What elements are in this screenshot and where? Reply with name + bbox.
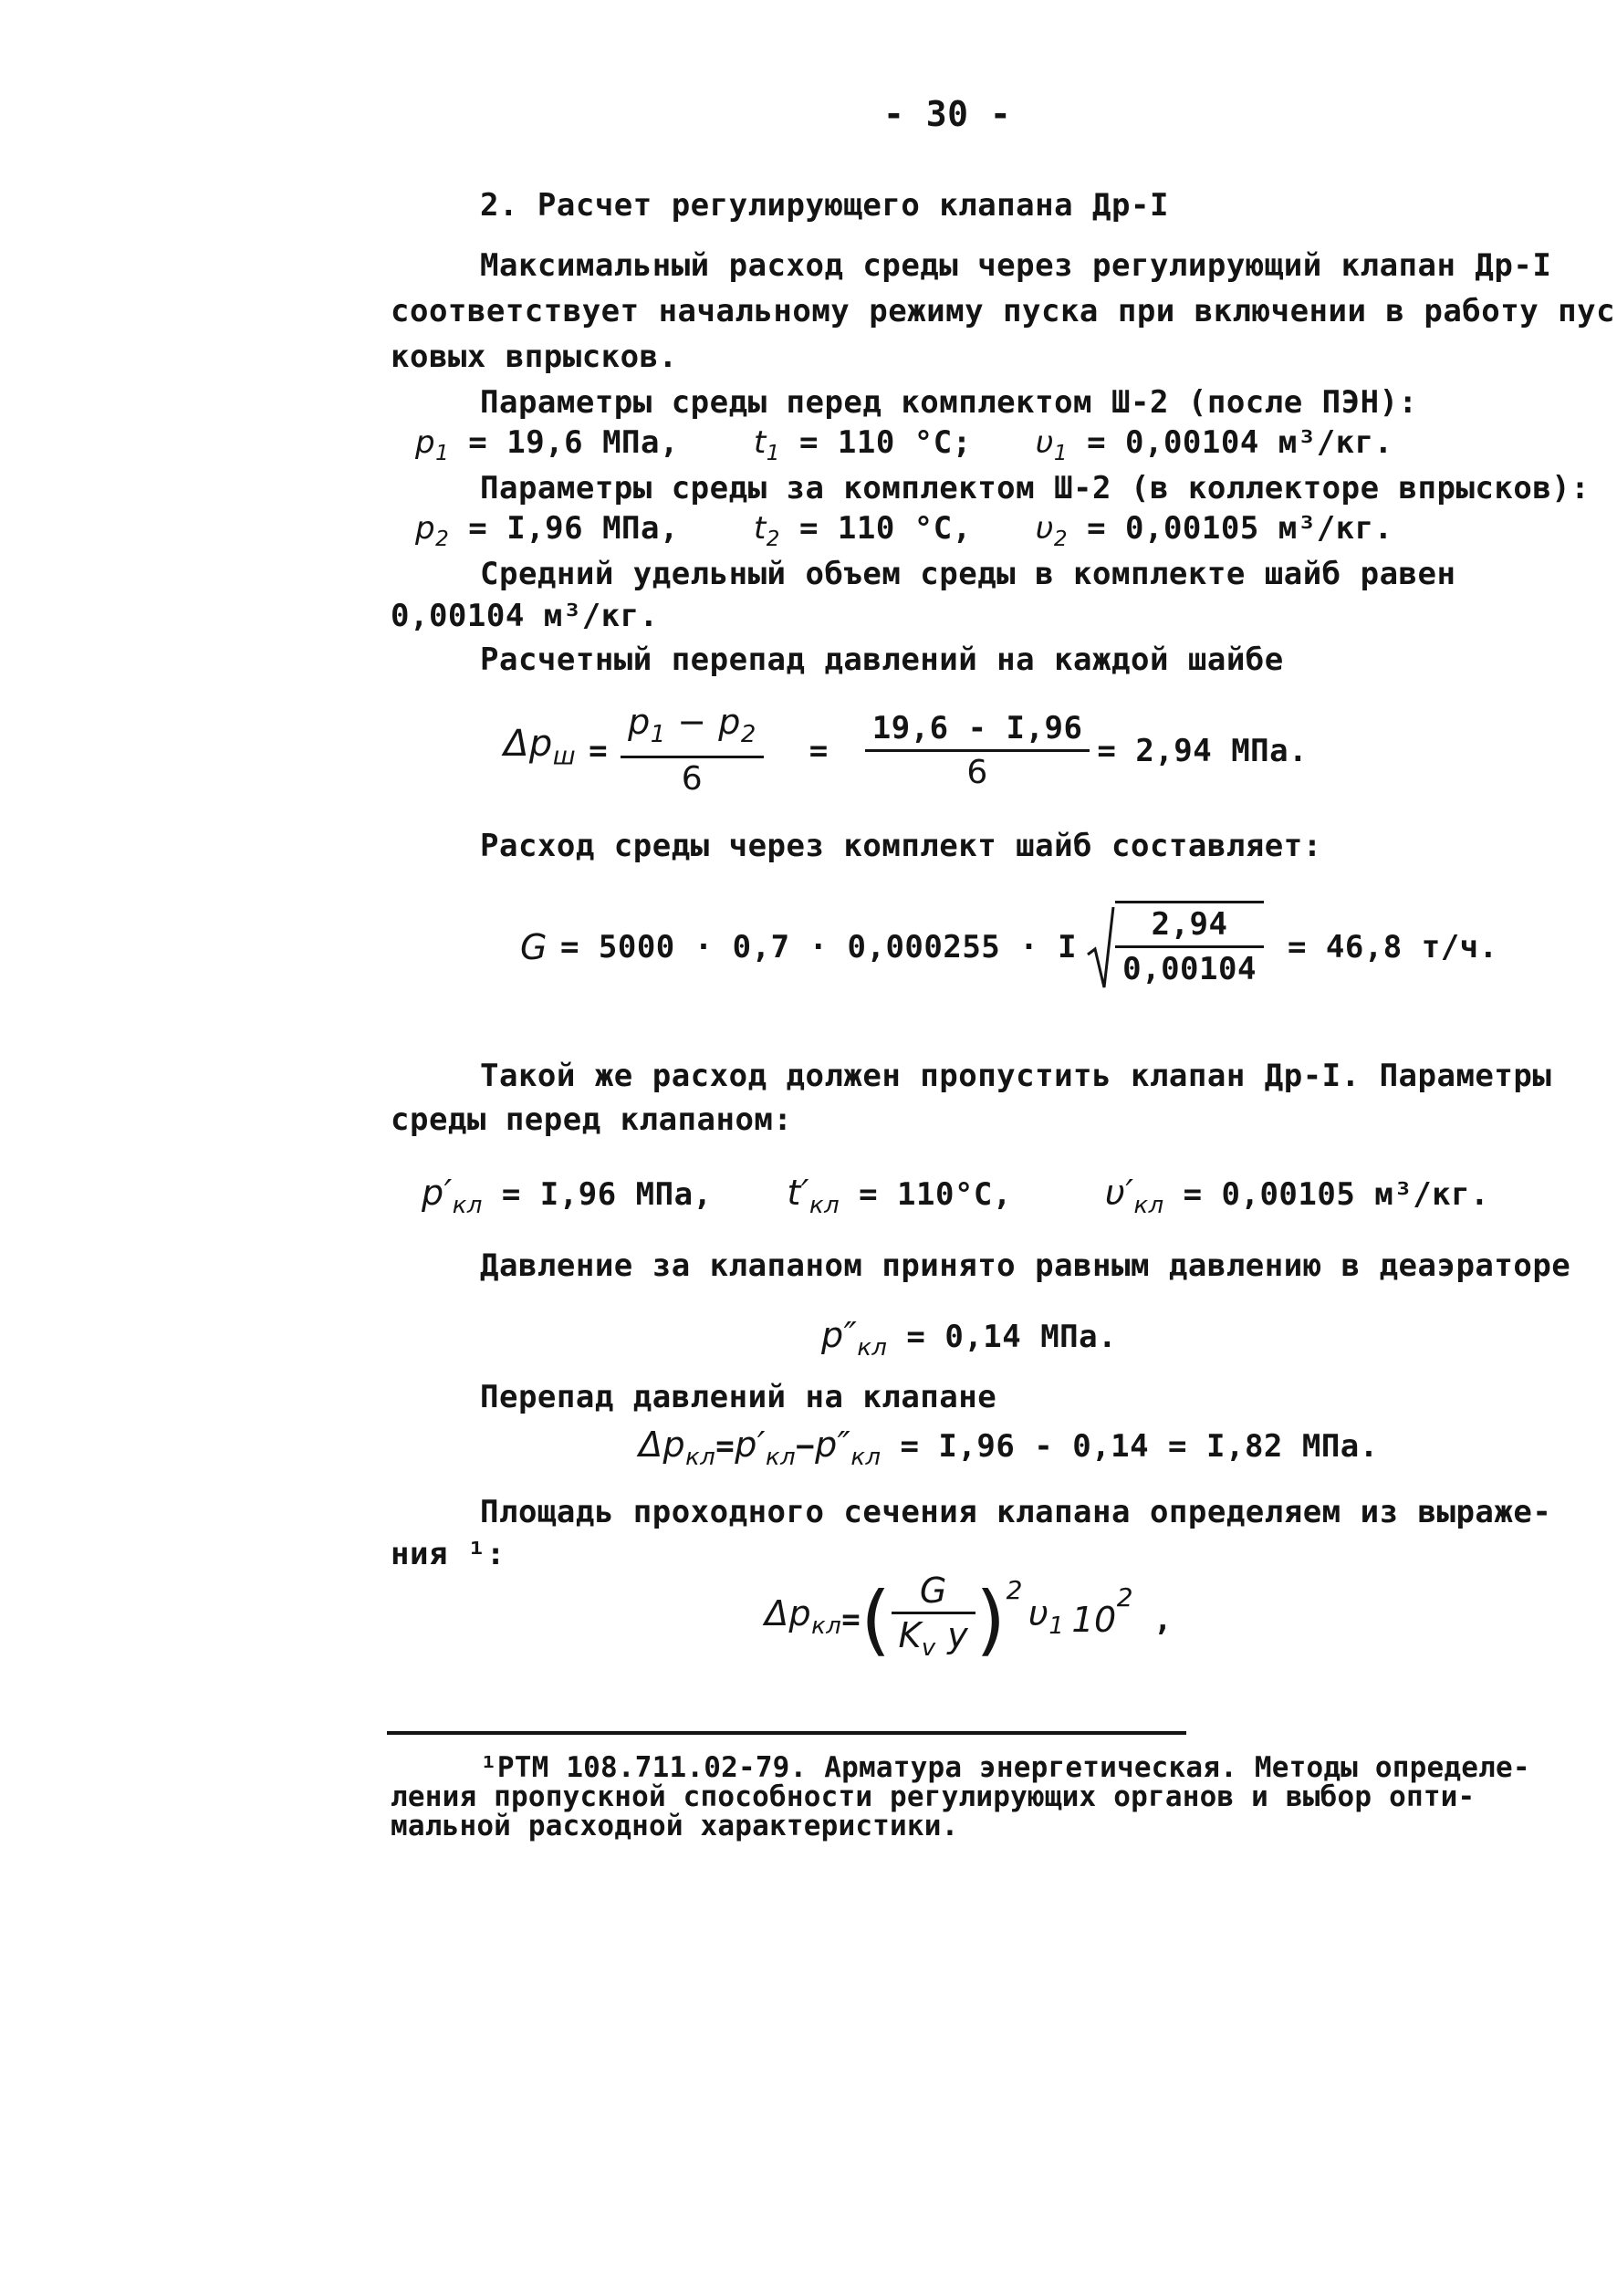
eq1-result: = 2,94 МПа.	[1097, 732, 1309, 769]
sqrt-sign-icon	[1086, 903, 1115, 991]
value-t2: 110 °C,	[837, 510, 972, 547]
equation-area: $\Delta p_{кл}$ = ( $\frac{G}{K_v y}$ ) 2 $\upsilon_1$ 10 2 ,	[765, 1570, 1173, 1669]
page-number: - 30 -	[883, 94, 1012, 134]
params-after-label: Параметры среды за комплектом Ш-2 (в коллекторе впрысков):	[480, 470, 1591, 506]
symbol-p-kl-double-prime: $p''_{кл}$	[821, 1315, 888, 1362]
drop-label: Расчетный перепад давлений на каждой шайбе	[480, 642, 1284, 678]
symbol-t-kl-prime: $t'_{кл}$	[787, 1173, 840, 1220]
value-p1: 19,6 МПа,	[506, 424, 679, 461]
avg-volume-line2: 0,00104 м³/кг.	[391, 598, 659, 634]
value-p-kl: = I,96 МПа,	[501, 1176, 713, 1213]
sqrt-fraction: $\frac{2,94}{0,00104}$	[1115, 901, 1264, 990]
power-of-ten: 10	[1071, 1599, 1117, 1640]
eq2-result: = 46,8 т/ч.	[1287, 929, 1498, 965]
symbol-p-kl-prime: $p'_{кл}$	[422, 1173, 483, 1220]
footnote-separator	[387, 1731, 1186, 1735]
area-para-line2: ния ¹:	[391, 1536, 506, 1572]
params-before-values: $p_1 = 19,6$ МПа, $t_1 = 110$ °C; $\upsilon_1 = 0,00104$ м³/кг.	[415, 424, 1393, 466]
value-t1: 110 °C;	[837, 424, 972, 461]
value-p2: I,96 МПа,	[506, 510, 679, 547]
fraction-g-kv: $\frac{G}{K_v y}$	[892, 1570, 976, 1669]
para1-line3: ковых впрысков.	[391, 339, 678, 375]
p-after-equation	[821, 1314, 1117, 1369]
value-v-kl: = 0,00105 м³/кг.	[1183, 1176, 1490, 1213]
valve-drop-label: Перепад давлений на клапане	[480, 1379, 997, 1415]
params-after-values: $p_2 = I,96$ МПа, $t_2 = 110$ °C, $\upsilon_2 = 0,00105$ м³/кг.	[415, 510, 1393, 552]
symbol-t2: $t_2$	[753, 510, 780, 552]
symbol-t1: $t_1$	[753, 424, 780, 466]
symbol-p1: $p_1$	[415, 424, 450, 466]
params-before-label: Параметры среды перед комплектом Ш-2 (после ПЭН):	[480, 384, 1418, 421]
para1-line1: Максимальный расход среды через регулирующий клапан Др-I	[480, 247, 1552, 284]
footnote-line2: ления пропускной способности регулирующих органов и выбор опти-	[391, 1780, 1476, 1813]
symbol-delta-p-kl-eq3: $\Delta p_{кл}$	[765, 1592, 842, 1640]
valve-drop-equation: $\Delta p_{кл}=p'_{кл}-p''_{кл} = I,96 - 0,14 = I,82$ МПа.	[639, 1425, 1379, 1472]
valve-params	[422, 1172, 1489, 1226]
area-para-line1: Площадь проходного сечения клапана определяем из выраже-	[480, 1494, 1552, 1530]
footnote-line1: ¹РТМ 108.711.02-79. Арматура энергетическая. Методы определе-	[480, 1751, 1530, 1784]
symbol-delta-p-kl: $\Delta p_{кл}$	[639, 1425, 716, 1472]
value-v2: 0,00105 м³/кг.	[1125, 510, 1393, 547]
value-t-kl: = 110°C,	[859, 1176, 1012, 1213]
valve-para-line1: Такой же расход должен пропустить клапан Др-I. Параметры	[480, 1058, 1552, 1094]
pressure-after-label: Давление за клапаном принято равным давлению в деаэраторе	[480, 1247, 1571, 1284]
value-v1: 0,00104 м³/кг.	[1125, 424, 1393, 461]
symbol-v2: $\upsilon_2$	[1035, 510, 1069, 552]
valve-para-line2: среды перед клапаном:	[391, 1101, 793, 1138]
symbol-p2: $p_2$	[415, 510, 450, 552]
fraction-numeric: $\frac{19,6 - I,96}{6}$	[865, 707, 1090, 794]
symbol-v-kl-prime: $\upsilon'_{кл}$	[1104, 1173, 1164, 1220]
valve-drop-value: = I,96 - 0,14 = I,82 МПа.	[900, 1428, 1379, 1465]
p-after-value: = 0,14 МПа.	[906, 1319, 1118, 1355]
equation-orifice-drop: $\Delta p_ш$ = $\frac{p_1 - p_2}{6}$ = $\frac{19,6 - I,96}{6}$ = 2,94 МПа.	[504, 701, 1308, 800]
para1-line2: соответствует начальному режиму пуска при включении в работу пус	[391, 293, 1616, 329]
equation-flow	[520, 903, 1498, 991]
symbol-v1: $\upsilon_1$	[1035, 424, 1069, 466]
fraction-symbolic: $\frac{p_1 - p_2}{6}$	[621, 701, 764, 800]
footnote-line3: мальной расходной характеристики.	[391, 1810, 959, 1842]
flow-label: Расход среды через комплект шайб составляет:	[480, 828, 1322, 864]
symbol-delta-p-sh: $\Delta p_ш$	[504, 723, 577, 771]
flow-factors: = 5000 · 0,7 · 0,000255 · I	[559, 929, 1078, 965]
symbol-g: G	[520, 927, 548, 967]
section-title: 2. Расчет регулирующего клапана Др-I	[480, 187, 1169, 224]
avg-volume-line1: Средний удельный объем среды в комплекте шайб равен	[480, 556, 1456, 592]
